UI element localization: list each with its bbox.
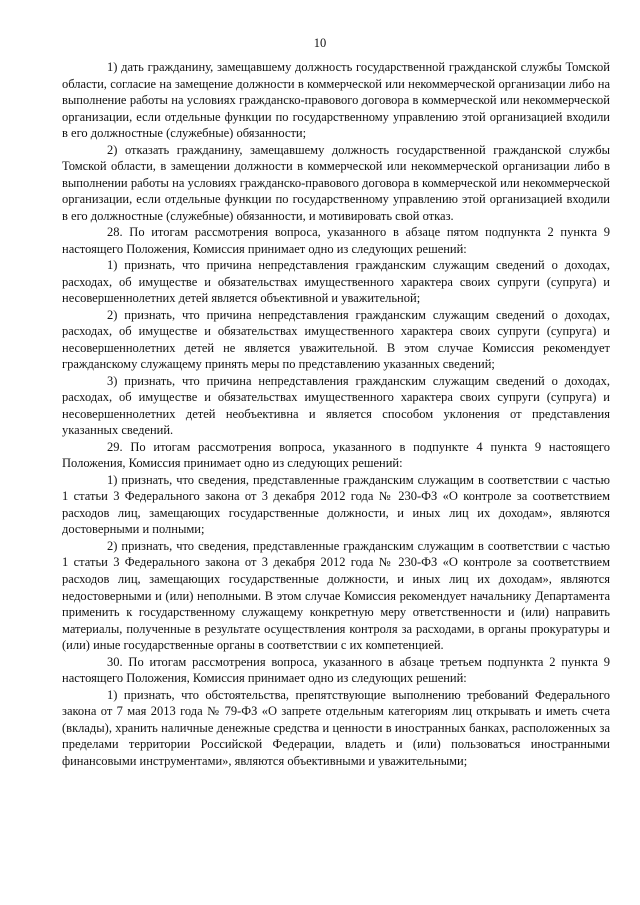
paragraph-5: 2) признать, что причина непредставления гражданским служащим сведений о доходах, расходах, об имуществе и обязательствах имущественного характера своих супруги (супруга) и несовершеннолетних детей не является уважительной. В этом случае Комиссия рекомендует гражданскому служащему принять меры по представлению указанных сведений; <box>62 307 610 372</box>
paragraph-10: 30. По итогам рассмотрения вопроса, указанного в абзаце третьем подпункта 2 пункта 9 настоящего Положения, Комиссия принимает одно из следующих решений: <box>62 654 610 686</box>
paragraph-6: 3) признать, что причина непредставления гражданским служащим сведений о доходах, расходах, об имуществе и обязательствах имущественного характера своих супруги (супруга) и несовершеннолетних детей необъективна и является способом уклонения от представления указанных сведений. <box>62 373 610 438</box>
paragraph-7: 29. По итогам рассмотрения вопроса, указанного в подпункте 4 пункта 9 настоящего Положения, Комиссия принимает одно из следующих решений: <box>62 439 610 471</box>
body-text <box>62 59 610 769</box>
page-number: 10 <box>313 36 327 50</box>
paragraph-8: 1) признать, что сведения, представленные гражданским служащим в соответствии с частью 1 статьи 3 Федерального закона от 3 декабря 2012 года № 230-ФЗ «О контроле за соответствием расходов лиц, замещающих государственные должности, и иных лиц их доходам», являются достоверными и полными; <box>62 472 610 537</box>
paragraph-2: 2) отказать гражданину, замещавшему должность государственной гражданской службы Томской области, в замещении должности в коммерческой или некоммерческой организации либо в выполнении работы на условиях гражданско-правового договора в коммерческой или некоммерческой организации, если отдельные функции по государственному управлению этой организацией входили в его должностные (служебные) обязанности, и мотивировать свой отказ. <box>62 142 610 223</box>
paragraph-4: 1) признать, что причина непредставления гражданским служащим сведений о доходах, расходах, об имуществе и обязательствах имущественного характера своих супруги (супруга) и несовершеннолетних детей является объективной и уважительной; <box>62 258 610 306</box>
paragraph-1: 1) дать гражданину, замещавшему должность государственной гражданской службы Томской области, согласие на замещение должности в коммерческой или некоммерческой организации либо на выполнение работы на условиях гражданско-правового договора в коммерческой или некоммерческой организации, если отдельные функции по государственному управлению этой организацией входили в его должностные (служебные) обязанности; <box>62 60 610 141</box>
paragraph-11: 1) признать, что обстоятельства, препятствующие выполнению требований Федерального закона от 7 мая 2013 года № 79-ФЗ «О запрете отдельным категориям лиц открывать и иметь счета (вклады), хранить наличные денежные средства и ценности в иностранных банках, расположенных за пределами территории Российской Федерации, владеть и (или) пользоваться иностранными финансовыми инструментами», являются объективными и уважительными; <box>62 687 610 768</box>
paragraph-3: 28. По итогам рассмотрения вопроса, указанного в абзаце пятом подпункта 2 пункта 9 настоящего Положения, Комиссия принимает одно из следующих решений: <box>62 225 610 256</box>
paragraph-9: 2) признать, что сведения, представленные гражданским служащим в соответствии с частью 1 статьи 3 Федерального закона от 3 декабря 2012 года № 230-ФЗ «О контроле за соответствием расходов лиц, замещающих государственные должности, и иных лиц их доходам», являются недостоверными и (или) неполными. В этом случае Комиссия рекомендует начальнику Департамента применить к государственному служащему конкретную меру ответственности и (или) направить материалы, полученные в результате осуществления контроля за расходами, в органы прокуратуры и (или) иные государственные органы в соответствии с их компетенцией. <box>62 538 610 653</box>
